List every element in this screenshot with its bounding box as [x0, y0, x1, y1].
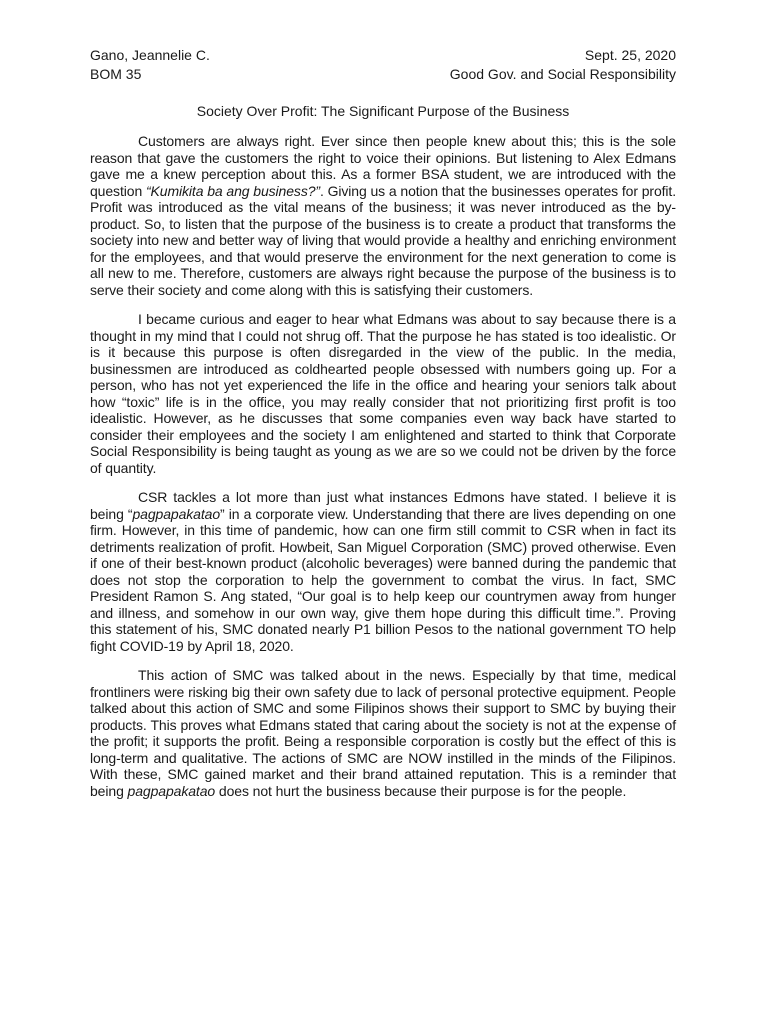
italic-phrase: “Kumikita ba ang business?”: [145, 182, 320, 199]
subject-name: Good Gov. and Social Responsibility: [449, 66, 676, 82]
paragraph-text: This action of SMC was talked about in the news. Especially by that time, medical frontliners were risking big their own safety due to lack of personal protective equipment. People talked about this action of SMC and some Filipinos shows their support to SMC by buying their products. This proves what Edmans stated that caring about the society is not at the expense of the profit; it supports the profit. Being a responsible corporation is costly but the effect of this is long-term and qualitative. The actions of SMC are NOW instilled in the minds of the Filipinos. With these, SMC gained market and their brand attained reputation. This is a reminder that being: [90, 667, 676, 799]
document-title: Society Over Profit: The Significant Purpose of the Business: [196, 103, 570, 119]
paragraph-text: . Giving us a notion that the businesses operates for profit. Profit was introduced as the vital means of the business; it was never introduced as the by-product. So, to listen that the purpose of the business is to create a product that transforms the society into new and better way of living that would provide a healthy and enriching environment for the employees, and that would preserve the environment for the next generation to come is all new to me. Therefore, customers are always right because the purpose of the business is to serve their society and come along with this is satisfying their customers.: [90, 182, 677, 298]
author-name: Gano, Jeannelie C.: [90, 47, 210, 63]
paragraph-text: ” in a corporate view. Understanding that there are lives depending on one firm. However, in this time of pandemic, how can one firm still commit to CSR when in fact its detriments realization of profit. Howbeit, San Miguel Corporation (SMC) proved otherwise. Even if one of their best-known product (alcoholic beverages) were banned during the pandemic that does not stop the corporation to help the government to combat the virus. In fact, SMC President Ramon S. Ang stated, “Our goal is to help keep our countrymen away from hunger and illness, and somehow in our own way, give them hope during this difficult time.”. Proving this statement of his, SMC donated nearly P1 billion Pesos to the national government TO help fight COVID-19 by April 18, 2020.: [90, 505, 676, 654]
paragraph-2: [90, 311, 676, 476]
header-left-block: [90, 46, 210, 84]
paragraph-text: Customers are always right. Ever since then people knew about this; this is the sole reason that gave the customers the right to voice their opinions. But listening to Alex Edmans gave me a knew perception about this. As a former BSA student, we are introduced with the question: [90, 133, 676, 199]
paragraph-text: I became curious and eager to hear what Edmans was about to say because there is a thought in my mind that I could not shrug off. That the purpose he has stated is too idealistic. Or is it because this purpose is often disregarded in the view of the public. In the media, businessmen are introduced as coldhearted people obsessed with numbers going up. For a person, who has not yet experienced the life in the office and hearing your seniors talk about how “toxic” life is in the office, you may really consider that not prioritizing first profit is too idealistic. However, as he discusses that some companies even way back have started to consider their employees and the society I am enlightened and started to think that Corporate Social Responsibility is being taught as young as we are so we could not be driven by the force of quantity.: [90, 311, 676, 476]
paragraph-4: [90, 667, 676, 799]
italic-phrase: pagpapakatao: [127, 782, 216, 799]
document-date: Sept. 25, 2020: [584, 47, 676, 63]
paragraph-text: CSR tackles a lot more than just what instances Edmons have stated. I believe it is being “: [90, 489, 676, 522]
document-header: [90, 46, 676, 84]
paragraph-1: [90, 133, 676, 298]
paragraph-text: does not hurt the business because their purpose is for the people.: [215, 782, 627, 799]
italic-phrase: pagpapakatao: [132, 505, 221, 522]
header-right-block: [450, 46, 676, 84]
paragraph-3: [90, 489, 676, 654]
course-code: BOM 35: [90, 66, 142, 82]
